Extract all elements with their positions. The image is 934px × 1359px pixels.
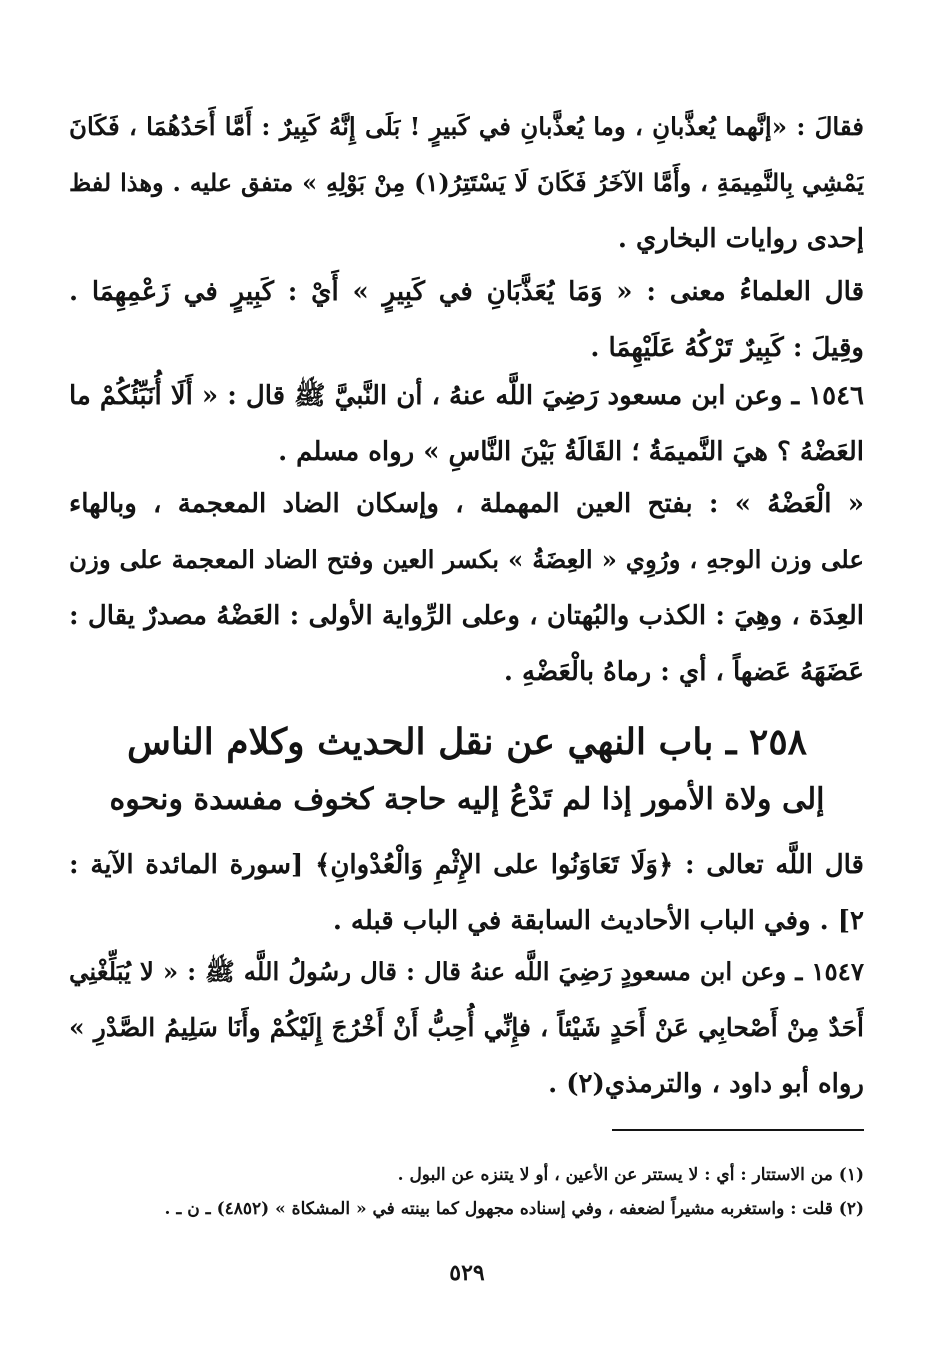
text-line: إحدى روايات البخاري . <box>617 224 864 254</box>
text-line: فقالَ : «إنَّهما يُعذَّبانِ ، وما يُعذَّبانِ في كَبيرٍ ! بَلَى إِنَّهُ كَبِيرٌ : أَمَّا أَحَدُهُمَا ، فَكَانَ <box>69 112 864 141</box>
text-line: ٢] . وفي الباب الأحاديث السابقة في الباب قبله . <box>332 906 864 936</box>
text-line: العَضْهُ ؟ هيَ النَّميمَةُ ؛ القَالَةُ بَيْنَ النَّاسِ » رواه مسلم . <box>278 437 864 467</box>
text-line: ١٥٤٧ ـ وعن ابن مسعودٍ رَضِيَ اللَّه عنهُ قال : قال رسُولُ اللَّه ﷺ : « لا يُبَلِّغْنِي <box>69 957 864 986</box>
footnote-divider <box>612 1129 864 1131</box>
text-line: قال اللَّه تعالى : ﴿وَلَا تَعَاوَنُوا على الإِثْمِ وَالْعُدْوانِ﴾ [سورة المائدة الآية : <box>69 850 864 880</box>
text-line: قال العلماءُ معنى : « وَمَا يُعَذَّبَانِ في كَبِيرٍ » أَيْ : كَبِيرٍ في زَعْمِهِمَا . <box>69 277 864 307</box>
paragraph-hadith-1547 <box>69 944 864 1112</box>
paragraph-quran-verse <box>69 837 864 949</box>
page-number: ٥٢٩ <box>449 1260 485 1286</box>
paragraph-hadith-1546 <box>69 368 864 480</box>
text-line: العِدَة ، وهِيَ : الكذب والبُهتان ، وعلى الرِّواية الأولى : العَضْهُ مصدرٌ يقال : <box>69 601 864 631</box>
text-line: يَمْشِي بِالنَّمِيمَةِ ، وأَمَّا الآخَرُ فَكَانَ لَا يَسْتَتِرُ(١) مِنْ بَوْلِهِ » متفق عليه . وهذا لفظ <box>69 168 864 197</box>
text-line: على وزن الوجهِ ، ورُوِي « العِضَةُ » بكسر العين وفتح الضاد المعجمة على وزن <box>69 545 864 574</box>
paragraph-hadith-1545-end <box>69 99 864 267</box>
paragraph-scholars-commentary <box>69 264 864 376</box>
text-line: « الْعَضْهُ » : بفتح العين المهملة ، وإسكان الضاد المعجمة ، وبالهاء <box>69 489 864 519</box>
chapter-heading: ٢٥٨ ـ باب النهي عن نقل الحديث وكلام الناس <box>126 721 808 763</box>
chapter-subheading: إلى ولاة الأمور إذا لم تَدْعُ إليه حاجة كخوف مفسدة ونحوه <box>109 782 825 817</box>
text-line: ١٥٤٦ ـ وعن ابن مسعود رَضِيَ اللَّه عنهُ ، أن النَّبيَّ ﷺ قال : « أَلَا أُنَبِّئُكُمْ ما <box>69 381 864 411</box>
paragraph-word-explanation <box>69 476 864 700</box>
text-line: وقِيلَ : كَبِيرٌ تَرْكُهُ عَلَيْهِمَا . <box>590 333 864 363</box>
footnote-1: (١) من الاستتار : أي : لا يستتر عن الأعين ، أو لا يتنزه عن البول . <box>397 1165 864 1185</box>
text-line: عَضَهَهُ عَضهاً ، أي : رماهُ بالْعَضْهِ . <box>503 657 864 687</box>
footnote-2: (٢) قلت : واستغربه مشيراً لضعفه ، وفي إسناده مجهول كما بينته في « المشكاة » (٤٨٥٢) ـ ن ـ . <box>164 1199 864 1219</box>
text-line: أَحَدٌ مِنْ أَصْحابِي عَنْ أَحَدٍ شَيْئاً ، فإِنِّي أُحِبُّ أَنْ أَخْرُجَ إِلَيْكُمْ وأَنَا سَلِيمُ الصَّدْرِ » <box>69 1013 864 1042</box>
text-line: رواه أبو داود ، والترمذي(٢) . <box>548 1069 864 1099</box>
